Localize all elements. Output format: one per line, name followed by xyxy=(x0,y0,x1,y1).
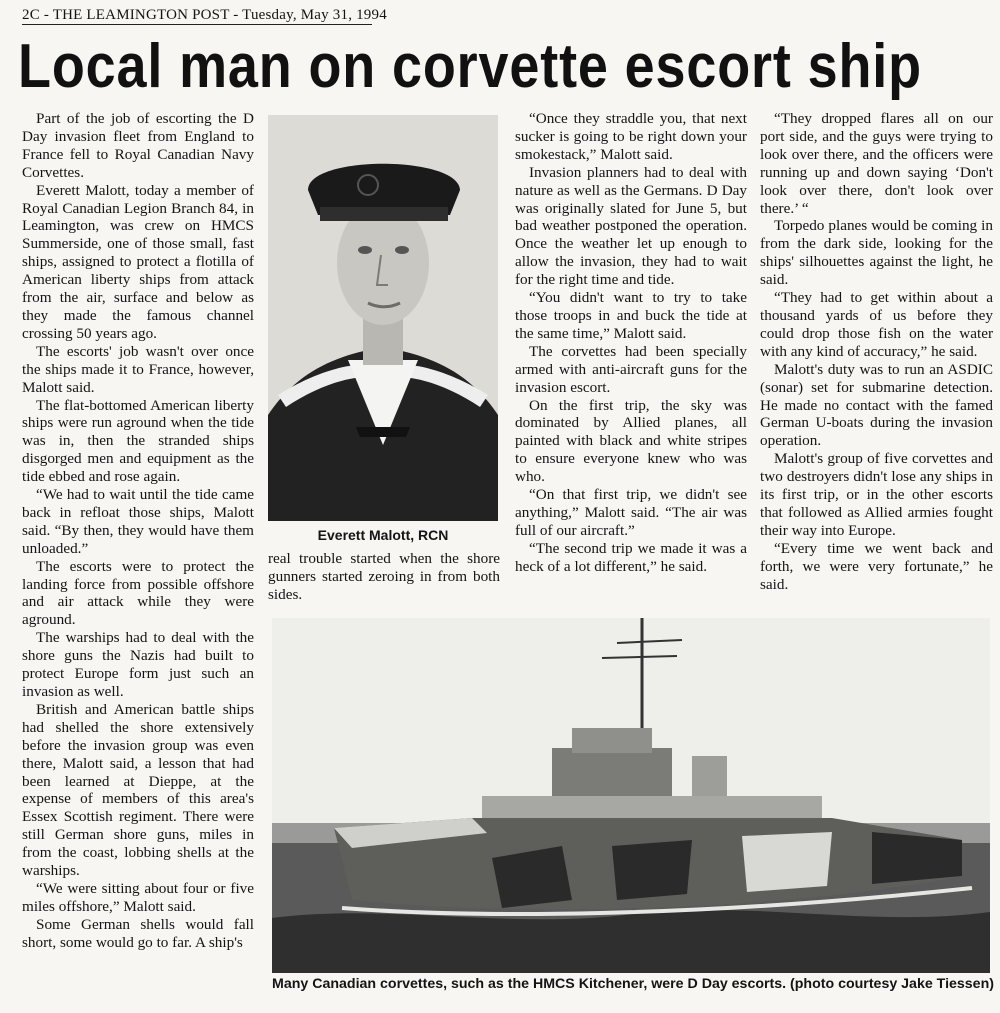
paragraph: Invasion planners had to deal with nature as well as the Germans. D Day was originally slated for June 5, but bad weather postponed the operation. Once the weather let up enough to allow the invasion, they had to wait for the right time and tide. xyxy=(515,163,747,289)
portrait-caption: Everett Malott, RCN xyxy=(317,527,449,543)
paragraph: “Every time we went back and forth, we were very fortunate,” he said. xyxy=(760,539,993,593)
sailor-portrait-image xyxy=(268,115,498,521)
paragraph: British and American battle ships had shelled the shore extensively before the invasion group was even there, Malott said, a lesson that had been learned at Dieppe, at the expense of members of this area's Essex Scottish regiment. There were still German shore guns, miles in from the coast, lobbing shells at the warships. xyxy=(22,700,254,880)
article-column-4 xyxy=(760,110,993,593)
article-column-3 xyxy=(515,110,747,576)
paragraph: Torpedo planes would be coming in from the dark side, looking for the ships' silhouettes against the light, he said. xyxy=(760,217,993,289)
paragraph: “Once they straddle you, that next sucker is going to be right down your smokestack,” Malott said. xyxy=(515,110,747,163)
folio-line: 2C - THE LEAMINGTON POST - Tuesday, May 31, 1994 xyxy=(22,7,387,23)
corvette-ship-image xyxy=(272,618,990,973)
paragraph: Malott's duty was to run an ASDIC (sonar) set for submarine detection. He made no contact with the famed German U-boats during the invasion operation. xyxy=(760,360,993,450)
portrait-photo xyxy=(268,115,498,521)
paragraph: The warships had to deal with the shore guns the Nazis had built to protect Europe form just such an invasion as well. xyxy=(22,629,254,700)
paragraph: real trouble started when the shore gunners started zeroing in from both sides. xyxy=(268,550,500,603)
headline: Local man on corvette escort ship xyxy=(18,32,922,101)
paragraph: “On that first trip, we didn't see anything,” Malott said. “The air was full of our aircraft.” xyxy=(515,486,747,539)
paragraph: “They dropped flares all on our port side, and the guys were trying to look over there, and the officers were running up and down saying ‘Don't look over there, don't look over there.’ “ xyxy=(760,110,993,217)
paragraph: “We were sitting about four or five miles offshore,” Malott said. xyxy=(22,879,254,915)
paragraph: Part of the job of escorting the D Day invasion fleet from England to France fell to Royal Canadian Navy Corvettes. xyxy=(22,110,254,181)
paragraph: Some German shells would fall short, some would go to far. A ship's xyxy=(22,915,254,951)
paragraph: On the first trip, the sky was dominated by Allied planes, all painted with black and white stripes to ensure everyone knew who was who. xyxy=(515,396,747,486)
paragraph: “The second trip we made it was a heck of a lot different,” he said. xyxy=(515,539,747,575)
article-column-1 xyxy=(22,110,254,952)
paragraph: “You didn't want to try to take those troops in and buck the tide at the same time,” Malott said. xyxy=(515,289,747,342)
paragraph: Everett Malott, today a member of Royal Canadian Legion Branch 84, in Leamington, was crew on HMCS Summerside, one of those small, fast ships, assigned to protect a flotilla of American liberty ships from attack from the air, surface and below as they made the famous channel crossing 50 years ago. xyxy=(22,181,254,342)
paragraph: The escorts' job wasn't over once the ships made it to France, however, Malott said. xyxy=(22,342,254,396)
paragraph: “They had to get within about a thousand yards of us before they could drop those fish on the water with any kind of accuracy,” he said. xyxy=(760,289,993,360)
paragraph: Malott's group of five corvettes and two destroyers didn't lose any ships in its first trip, or in the other escorts that followed as Allied armies fought their way into Europe. xyxy=(760,450,993,539)
ship-photo xyxy=(272,618,990,973)
paragraph: The corvettes had been specially armed with anti-aircraft guns for the invasion escort. xyxy=(515,342,747,396)
ship-caption: Many Canadian corvettes, such as the HMCS Kitchener, were D Day escorts. (photo courtesy Jake Tiessen) xyxy=(272,976,994,992)
paragraph: The flat-bottomed American liberty ships were run aground when the tide was in, then the stranded ships disgorged men and equipment as the tide ebbed and rose again. xyxy=(22,396,254,486)
paragraph: “We had to wait until the tide came back in refloat those ships, Malott said. “By then, they would have them unloaded.” xyxy=(22,486,254,557)
article-column-2 xyxy=(268,550,500,604)
paragraph: The escorts were to protect the landing force from possible offshore and air attack while they were aground. xyxy=(22,557,254,629)
